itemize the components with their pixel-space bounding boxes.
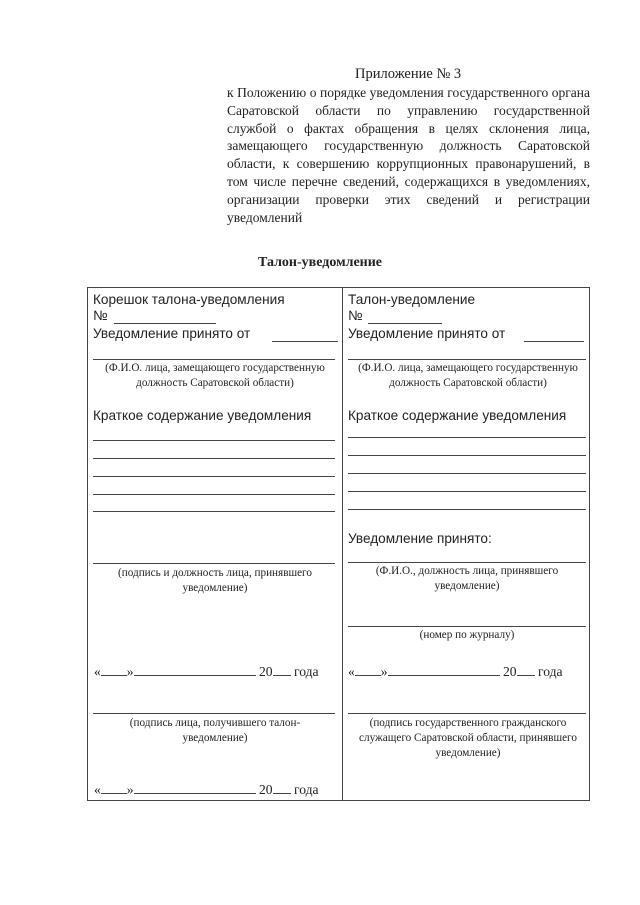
left-date-year-field[interactable] [273, 675, 291, 676]
left-recipient-caption: (подпись лица, получившего талон-уведомление) [129, 717, 301, 744]
right-journal-caption: (номер по журналу) [419, 629, 515, 641]
right-officer-field[interactable] [348, 713, 586, 714]
right-date-month-field[interactable] [388, 675, 500, 676]
right-received-field[interactable] [524, 341, 584, 342]
right-received-label: Уведомление принято от [348, 326, 506, 341]
right-number-label: № [348, 308, 363, 323]
right-officer-caption: (подпись государственного гражданского служащего Саратовской области, принявшего уведомление) [359, 717, 577, 759]
left-date-month-field[interactable] [134, 675, 256, 676]
left-date-row-2: « » 20 года [94, 782, 319, 797]
left-date-day-field[interactable] [101, 675, 127, 676]
left-summary-line-5[interactable] [93, 511, 335, 512]
right-summary-line-4[interactable] [348, 491, 586, 492]
column-divider [342, 287, 343, 801]
right-summary-line-1[interactable] [348, 437, 586, 438]
right-summary-line-3[interactable] [348, 473, 586, 474]
left-recipient-field[interactable] [93, 713, 335, 714]
appendix-title: Приложение № 3 [355, 66, 462, 82]
left-number-row [93, 308, 108, 323]
right-date-year-field[interactable] [517, 675, 535, 676]
right-accepted-field[interactable] [348, 562, 586, 563]
left-fio-caption: (Ф.И.О. лица, замещающего государственную должность Саратовской области) [105, 362, 325, 389]
right-fio-field[interactable] [348, 359, 586, 360]
left-number-field[interactable] [114, 323, 216, 324]
right-fio-caption: (Ф.И.О. лица, замещающего государственную должность Саратовской области) [358, 362, 578, 389]
right-date-day-field[interactable] [355, 675, 381, 676]
left-summary-line-4[interactable] [93, 494, 335, 495]
left-heading: Корешок талона-уведомления [93, 292, 285, 307]
left-summary-line-1[interactable] [93, 440, 335, 441]
left-number-label: № [93, 308, 108, 323]
left-date2-year-field[interactable] [273, 793, 291, 794]
left-received-label: Уведомление принято от [93, 326, 251, 341]
left-summary-line-3[interactable] [93, 476, 335, 477]
right-date-row: « » 20 года [348, 664, 563, 679]
left-signature-field[interactable] [93, 563, 335, 564]
right-accepted-caption: (Ф.И.О., должность лица, принявшего уведомление) [375, 565, 559, 592]
right-summary-line-2[interactable] [348, 455, 586, 456]
left-fio-field[interactable] [93, 359, 335, 360]
right-journal-field[interactable] [348, 626, 586, 627]
right-summary-line-5[interactable] [348, 509, 586, 510]
left-date2-month-field[interactable] [134, 793, 256, 794]
right-summary-label: Краткое содержание уведомления [348, 408, 567, 423]
left-summary-label: Краткое содержание уведомления [93, 408, 312, 423]
right-number-field[interactable] [368, 323, 442, 324]
left-date-row: « » 20 года [94, 664, 319, 679]
right-heading: Талон-уведомление [348, 292, 476, 307]
right-accepted-label: Уведомление принято: [348, 531, 492, 546]
form-title: Талон-уведомление [257, 255, 383, 270]
appendix-text: к Положению о порядке уведомления государственного органа Саратовской области по управлению государственной службой о фактах обращения в целях склонения лица, замещающего государственную должность Саратовской области, к совершению коррупционных правонарушений, в том числе перечне сведений, содержащихся в уведомлениях, организации проверки этих сведений и регистрации уведомлений [227, 85, 590, 225]
left-signature-caption: (подпись и должность лица, принявшего уведомление) [118, 567, 312, 594]
left-date2-day-field[interactable] [101, 793, 127, 794]
right-number-row [348, 308, 363, 323]
left-summary-line-2[interactable] [93, 458, 335, 459]
left-received-field[interactable] [272, 341, 338, 342]
